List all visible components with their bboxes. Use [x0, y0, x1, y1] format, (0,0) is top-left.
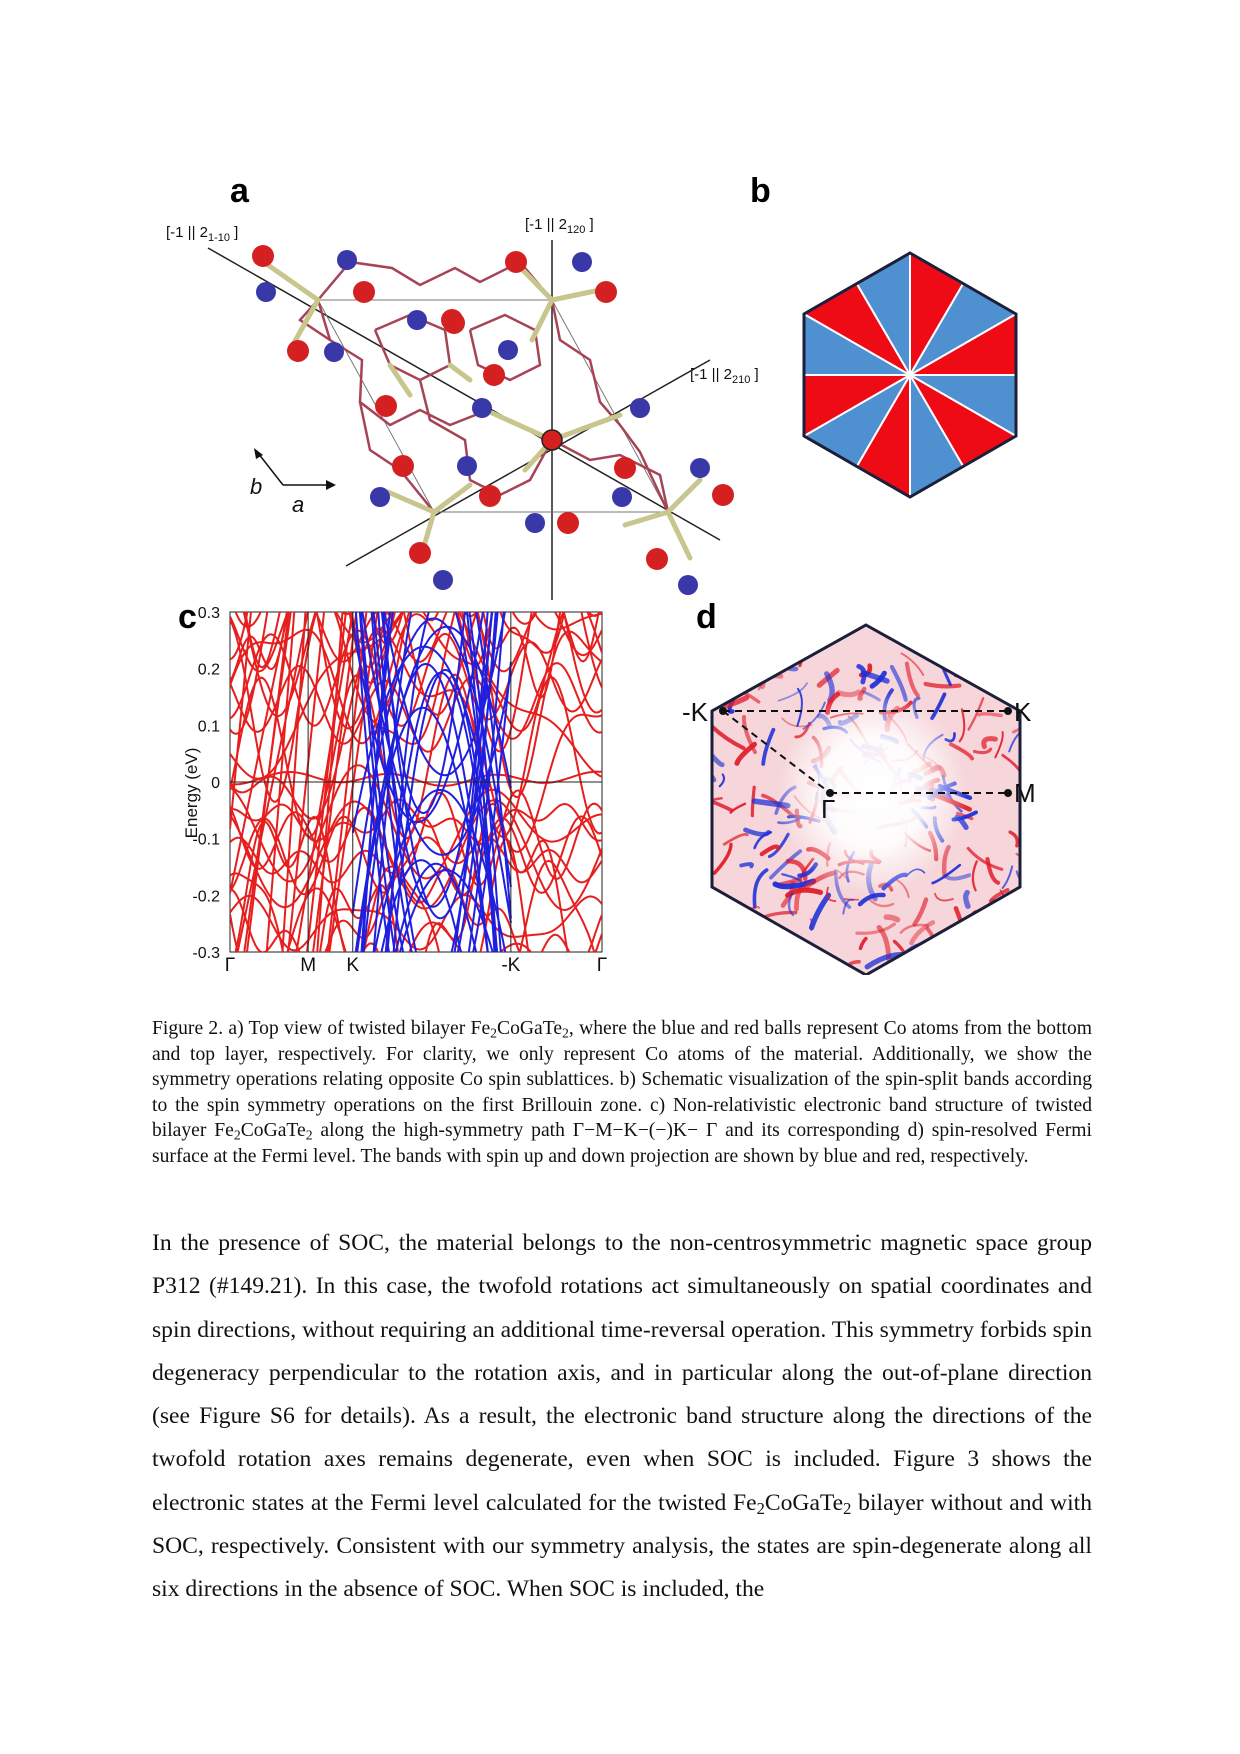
label-k: K [1014, 697, 1032, 727]
band-spin-down [230, 969, 602, 990]
label-minus-k: -K [682, 697, 708, 727]
fermi-contour [939, 956, 956, 974]
label-gamma: Γ [821, 794, 836, 824]
y-tick-label: 0.1 [197, 718, 220, 736]
y-tick-label: -0.3 [192, 945, 220, 962]
axis-line-1-10 [208, 248, 720, 540]
fermi-contour [975, 922, 1003, 946]
fermi-contour [993, 682, 996, 695]
fermi-contour [763, 658, 781, 664]
band-spin-down [230, 955, 602, 990]
k-point-label: -K [501, 955, 521, 976]
fermi-contour [1030, 852, 1045, 884]
k-point-label: M [300, 955, 317, 976]
band-plot-area [230, 600, 602, 990]
k-point-label: Γ [596, 955, 608, 976]
fermi-contour [714, 679, 720, 692]
fermi-contour [737, 917, 754, 922]
band-spin-down [230, 965, 602, 990]
fermi-contour [907, 953, 911, 975]
fermi-contour [748, 933, 753, 955]
fermi-contour [956, 664, 972, 676]
y-tick-label: -0.1 [192, 831, 220, 849]
fermi-contour [915, 628, 930, 648]
panel-c-letter: c [178, 598, 197, 636]
symmetry-label-1-10: [-1 || $2_{1-10}$ ] [166, 224, 239, 244]
y-tick-label: 0 [211, 775, 220, 792]
fermi-contour [760, 952, 784, 973]
label-m: M [1014, 778, 1036, 808]
fermi-contour [700, 862, 703, 869]
fermi-surface [700, 615, 1045, 975]
fermi-contour [1043, 830, 1046, 839]
crystal-structure [150, 190, 780, 610]
panel-b-letter: b [750, 172, 771, 210]
fermi-surface-texture [700, 615, 1045, 975]
axis-b-label: b [250, 474, 263, 499]
k-point-label: Γ [224, 955, 236, 976]
body-paragraph: In the presence of SOC, the material belongs to the non-centrosymmetric magnetic space group P312 (#149.21). In this case, the twofold rotations act simultaneously on spatial coordinates and spin directions, without requiring an additional time-reversal operation. This symmetry forbids spin degeneracy perpendicular to the rotation axis, and in particular along the out-of-plane direction (see Figure S6 for details). As a result, the electronic band structure along the directions of the twofold rotation axes remains degenerate, even when SOC is included. Figure 3 shows the electronic states at the Fermi level calculated for the twisted $Fe_2CoGaTe_2$ bilayer without and with SOC, respectively. Consistent with our symmetry analysis, the states are spin-degenerate along all six directions in the absence of SOC. When SOC is included, the [152, 1230, 1092, 1603]
fermi-contour [943, 946, 965, 960]
k-point-ticks [225, 955, 607, 976]
fermi-contour [804, 960, 826, 975]
co-atoms-bottom-layer [256, 250, 710, 595]
y-tick-label: 0.2 [197, 661, 220, 679]
fermi-contour [700, 850, 709, 859]
point-k [1004, 707, 1012, 715]
point-minus-k [719, 707, 727, 715]
band-structure-chart [170, 600, 690, 990]
hexagon-wedges [804, 253, 1016, 497]
fermi-contour [700, 734, 703, 759]
fermi-contour [907, 622, 930, 641]
y-tick-label: -0.2 [192, 888, 220, 906]
fermi-contour [805, 952, 812, 961]
fermi-contour [955, 952, 962, 975]
fermi-contour [961, 931, 966, 963]
axis-a-label: a [292, 492, 305, 517]
fermi-contour [1022, 805, 1023, 840]
point-m [1004, 789, 1012, 797]
panel-d-letter: d [696, 598, 717, 636]
brillouin-zone-schematic [775, 235, 1045, 505]
band-spin-down [230, 957, 602, 983]
panel-a-letter: a [230, 172, 249, 210]
figure-caption: Figure 2. a) Top view of twisted bilayer $Fe_2CoGaTe_2$, where the blue and red balls represent Co atoms from the bottom and top layer, respectively. For clarity, we only represent Co atoms of the material. Additionally, we show the symmetry operations relating opposite Co spin sublattices. b) Schematic visualization of the spin-split bands according to the spin symmetry operations on the first Brillouin zone. c) Non-relativistic electronic band structure of twisted bilayer $Fe_2CoGaTe_2$ along the high-symmetry path Γ−M−K−(−)K− Γ and its corresponding d) spin-resolved Fermi surface at the Fermi level. The bands with spin up and down projection are shown by blue and red, respectively. [152, 1018, 1093, 1167]
symmetry-label-120: [-1 || $2_{120}$ ] [525, 216, 594, 236]
symmetry-label-210: [-1 || $2_{210}$ ] [690, 366, 759, 386]
y-tick-label: 0.3 [197, 605, 220, 622]
fermi-contour [751, 943, 767, 975]
y-axis-label: Energy (eV) [182, 747, 201, 839]
k-point-label: K [346, 955, 360, 976]
